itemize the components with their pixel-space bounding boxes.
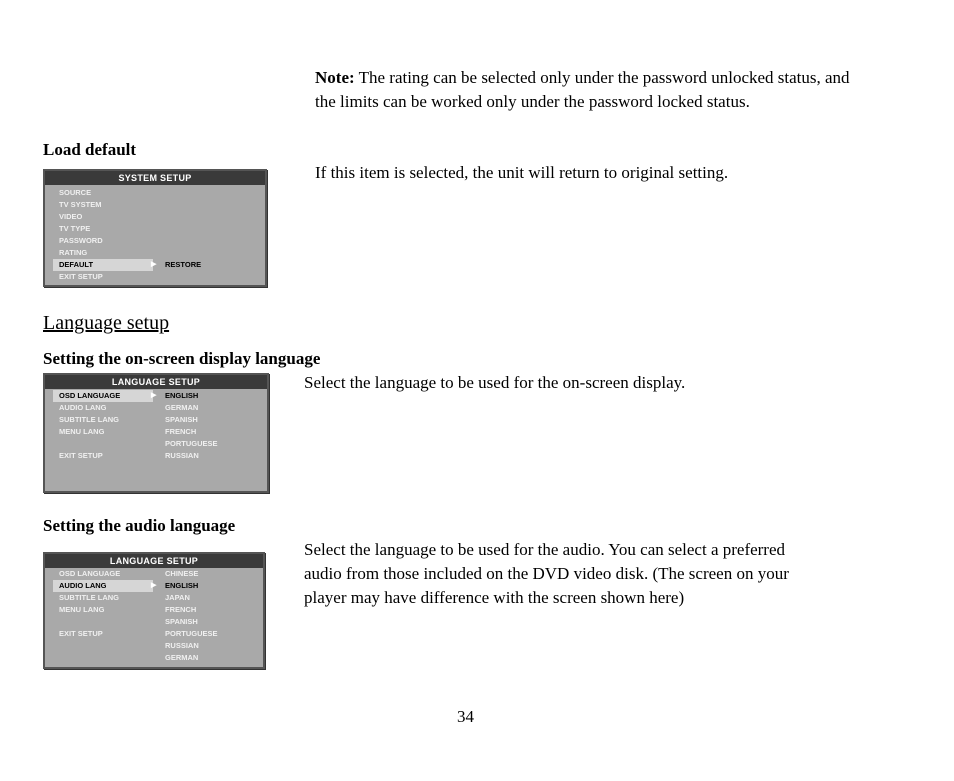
osd-language-heading: Setting the on-screen display language bbox=[43, 349, 321, 368]
load-default-description: If this item is selected, the unit will return to original setting. bbox=[315, 163, 729, 182]
note-text-line2: the limits can be worked only under the password locked status. bbox=[315, 92, 750, 111]
audio-language-screen-title: LANGUAGE SETUP bbox=[45, 554, 263, 568]
menu-item-default: DEFAULT ▶ RESTORE bbox=[45, 259, 265, 271]
osd-row-1: OSD LANGUAGE ▶ ENGLISH bbox=[45, 390, 267, 402]
audio-row-2: AUDIO LANG ▶ ENGLISH bbox=[45, 580, 263, 592]
osd-row-6: EXIT SETUP RUSSIAN bbox=[59, 451, 199, 460]
load-default-heading: Load default bbox=[43, 140, 137, 159]
audio-row-3: SUBTITLE LANG JAPAN bbox=[59, 593, 190, 602]
note-label: Note: bbox=[315, 68, 355, 87]
menu-item-exit-setup: EXIT SETUP bbox=[59, 272, 103, 281]
audio-row-7: RUSSIAN bbox=[165, 641, 199, 650]
osd-language-description: Select the language to be used for the on-screen display. bbox=[304, 373, 686, 392]
audio-row-8: GERMAN bbox=[165, 653, 199, 662]
audio-language-heading: Setting the audio language bbox=[43, 516, 236, 535]
menu-item-rating: RATING bbox=[59, 248, 88, 257]
arrow-right-icon: ▶ bbox=[151, 392, 157, 399]
osd-row-2: AUDIO LANG GERMAN bbox=[59, 403, 199, 412]
menu-item-password: PASSWORD bbox=[59, 236, 103, 245]
page-number: 34 bbox=[457, 707, 474, 726]
restore-option: RESTORE bbox=[165, 260, 202, 269]
osd-row-4: MENU LANG FRENCH bbox=[59, 427, 197, 436]
osd-row-5: PORTUGUESE bbox=[165, 439, 218, 448]
arrow-right-icon: ▶ bbox=[151, 582, 157, 589]
audio-language-description: Select the language to be used for the audio. You can select a preferred audio from those included on the DVD video disk. (The screen on your player may have difference with the screen shown here) bbox=[304, 540, 789, 607]
note-paragraph bbox=[315, 66, 915, 114]
audio-language-screen bbox=[43, 552, 265, 669]
note-text-line1: The rating can be selected only under the password unlocked status, and bbox=[354, 68, 850, 87]
system-setup-screen bbox=[43, 169, 267, 287]
osd-language-screen-title: LANGUAGE SETUP bbox=[45, 375, 267, 389]
menu-item-tv-type: TV TYPE bbox=[59, 224, 91, 233]
audio-row-5: SPANISH bbox=[165, 617, 198, 626]
osd-row-3: SUBTITLE LANG SPANISH bbox=[59, 415, 198, 424]
audio-row-1: OSD LANGUAGE CHINESE bbox=[59, 569, 199, 578]
osd-language-screen bbox=[43, 373, 269, 493]
audio-row-6: EXIT SETUP PORTUGUESE bbox=[59, 629, 218, 638]
language-setup-heading: Language setup bbox=[43, 312, 170, 334]
audio-row-4: MENU LANG FRENCH bbox=[59, 605, 197, 614]
menu-item-tv-system: TV SYSTEM bbox=[59, 200, 102, 209]
menu-item-video: VIDEO bbox=[59, 212, 83, 221]
menu-item-source: SOURCE bbox=[59, 188, 92, 197]
system-setup-title: SYSTEM SETUP bbox=[45, 171, 265, 185]
arrow-right-icon: ▶ bbox=[151, 261, 157, 268]
